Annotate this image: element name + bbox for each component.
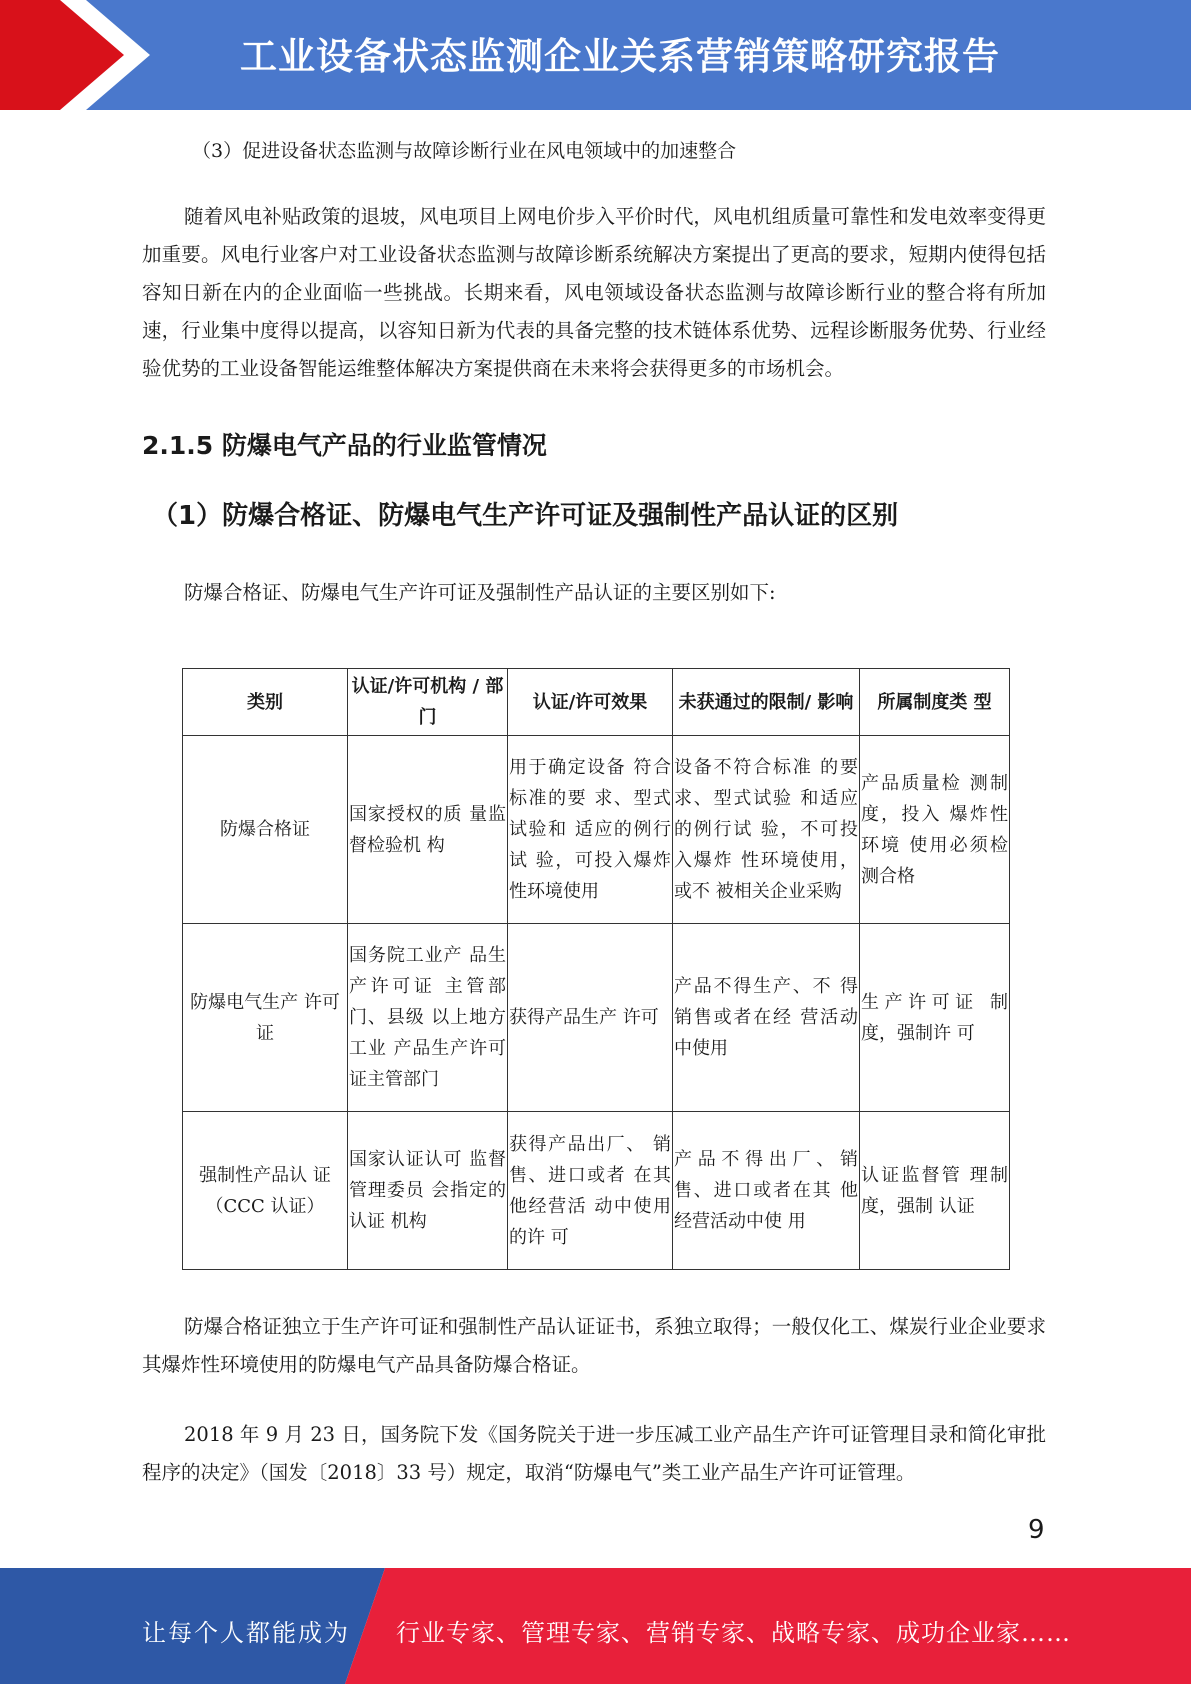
table-cell: 产品不得出厂、销 售、进口或者在其 他经营活动中使 用 bbox=[673, 1112, 860, 1270]
table-header-cell: 认证/许可效果 bbox=[508, 669, 673, 736]
table-cell: 产品质量检 测制度，投入 爆炸性环境 使用必须检 测合格 bbox=[860, 736, 1010, 924]
table-cell: 用于确定设备 符合标准的要 求、型式试验和 适应的例行试 验，可投入爆炸 性环境使用 bbox=[508, 736, 673, 924]
table-header-row bbox=[183, 669, 1010, 736]
table-cell: 获得产品出厂、 销售、进口或者 在其他经营活 动中使用的许 可 bbox=[508, 1112, 673, 1270]
section-item-3: （3）促进设备状态监测与故障诊断行业在风电领域中的加速整合 bbox=[192, 140, 737, 162]
table-cell: 国家认证认可 监督管理委员 会指定的认证 机构 bbox=[348, 1112, 508, 1270]
header-arrow-red bbox=[0, 0, 124, 110]
table-cell: 认证监督管 理制度，强制 认证 bbox=[860, 1112, 1010, 1270]
table-cell: 产品不得生产、不 得销售或者在经 营活动中使用 bbox=[673, 924, 860, 1112]
heading-sub-1: （1）防爆合格证、防爆电气生产许可证及强制性产品认证的区别 bbox=[152, 501, 899, 531]
table-cell: 防爆电气生产 许可证 bbox=[183, 924, 348, 1112]
footer-slogan-left: 让每个人都能成为 bbox=[142, 1619, 350, 1647]
table-header-cell: 所属制度类 型 bbox=[860, 669, 1010, 736]
heading-2-1-5: 2.1.5 防爆电气产品的行业监管情况 bbox=[142, 431, 547, 460]
paragraph-state-council-decision: 2018 年 9 月 23 日，国务院下发《国务院关于进一步压减工业产品生产许可证管理目录和简化审批程序的决定》（国发〔2018〕33 号）规定，取消“防爆电气”类工业产品生产许可证管理。 bbox=[142, 1423, 1046, 1484]
table-cell: 防爆合格证 bbox=[183, 736, 348, 924]
table-header-cell: 类别 bbox=[183, 669, 348, 736]
table-header-cell: 未获通过的限制/ 影响 bbox=[673, 669, 860, 736]
page-header bbox=[0, 0, 1191, 110]
paragraph-wind-power: 随着风电补贴政策的退坡，风电项目上网电价步入平价时代，风电机组质量可靠性和发电效率变得更加重要。风电行业客户对工业设备状态监测与故障诊断系统解决方案提出了更高的要求，短期内使得包括容知日新在内的企业面临一些挑战。长期来看，风电领域设备状态监测与故障诊断行业的整合将有所加速，行业集中度得以提高，以容知日新为代表的具备完整的技术链体系优势、远程诊断服务优势、行业经验优势的工业设备智能运维整体解决方案提供商在未来将会获得更多的市场机会。 bbox=[142, 205, 1046, 380]
table-cell: 强制性产品认 证（CCC 认证） bbox=[183, 1112, 348, 1270]
table-row bbox=[183, 736, 1010, 924]
table-row bbox=[183, 924, 1010, 1112]
table-header-cell: 认证/许可机构 / 部门 bbox=[348, 669, 508, 736]
table-cell: 国家授权的质 量监督检验机 构 bbox=[348, 736, 508, 924]
table-cell: 设备不符合标准 的要求、型式试验 和适应的例行试 验，不可投入爆炸 性环境使用，或不 被相关企业采购 bbox=[673, 736, 860, 924]
page-number: 9 bbox=[1028, 1515, 1045, 1545]
page-footer bbox=[0, 1568, 1191, 1684]
table-row bbox=[183, 1112, 1010, 1270]
body-content bbox=[142, 134, 1046, 612]
report-title: 工业设备状态监测企业关系营销策略研究报告 bbox=[240, 35, 1000, 78]
paragraph-explosion-proof-cert: 防爆合格证独立于生产许可证和强制性产品认证证书，系独立取得；一般仅化工、煤炭行业企业要求其爆炸性环境使用的防爆电气产品具备防爆合格证。 bbox=[142, 1315, 1046, 1376]
table-cell: 国务院工业产 品生产许可证 主管部门、县级 以上地方工业 产品生产许可 证主管部门 bbox=[348, 924, 508, 1112]
certification-comparison-table bbox=[182, 668, 1010, 1270]
table-cell: 获得产品生产 许可 bbox=[508, 924, 673, 1112]
table-cell: 生产许可证 制度，强制许 可 bbox=[860, 924, 1010, 1112]
table-intro: 防爆合格证、防爆电气生产许可证及强制性产品认证的主要区别如下: bbox=[184, 581, 776, 604]
footer-slogan-right: 行业专家、管理专家、营销专家、战略专家、成功企业家…… bbox=[396, 1619, 1071, 1647]
